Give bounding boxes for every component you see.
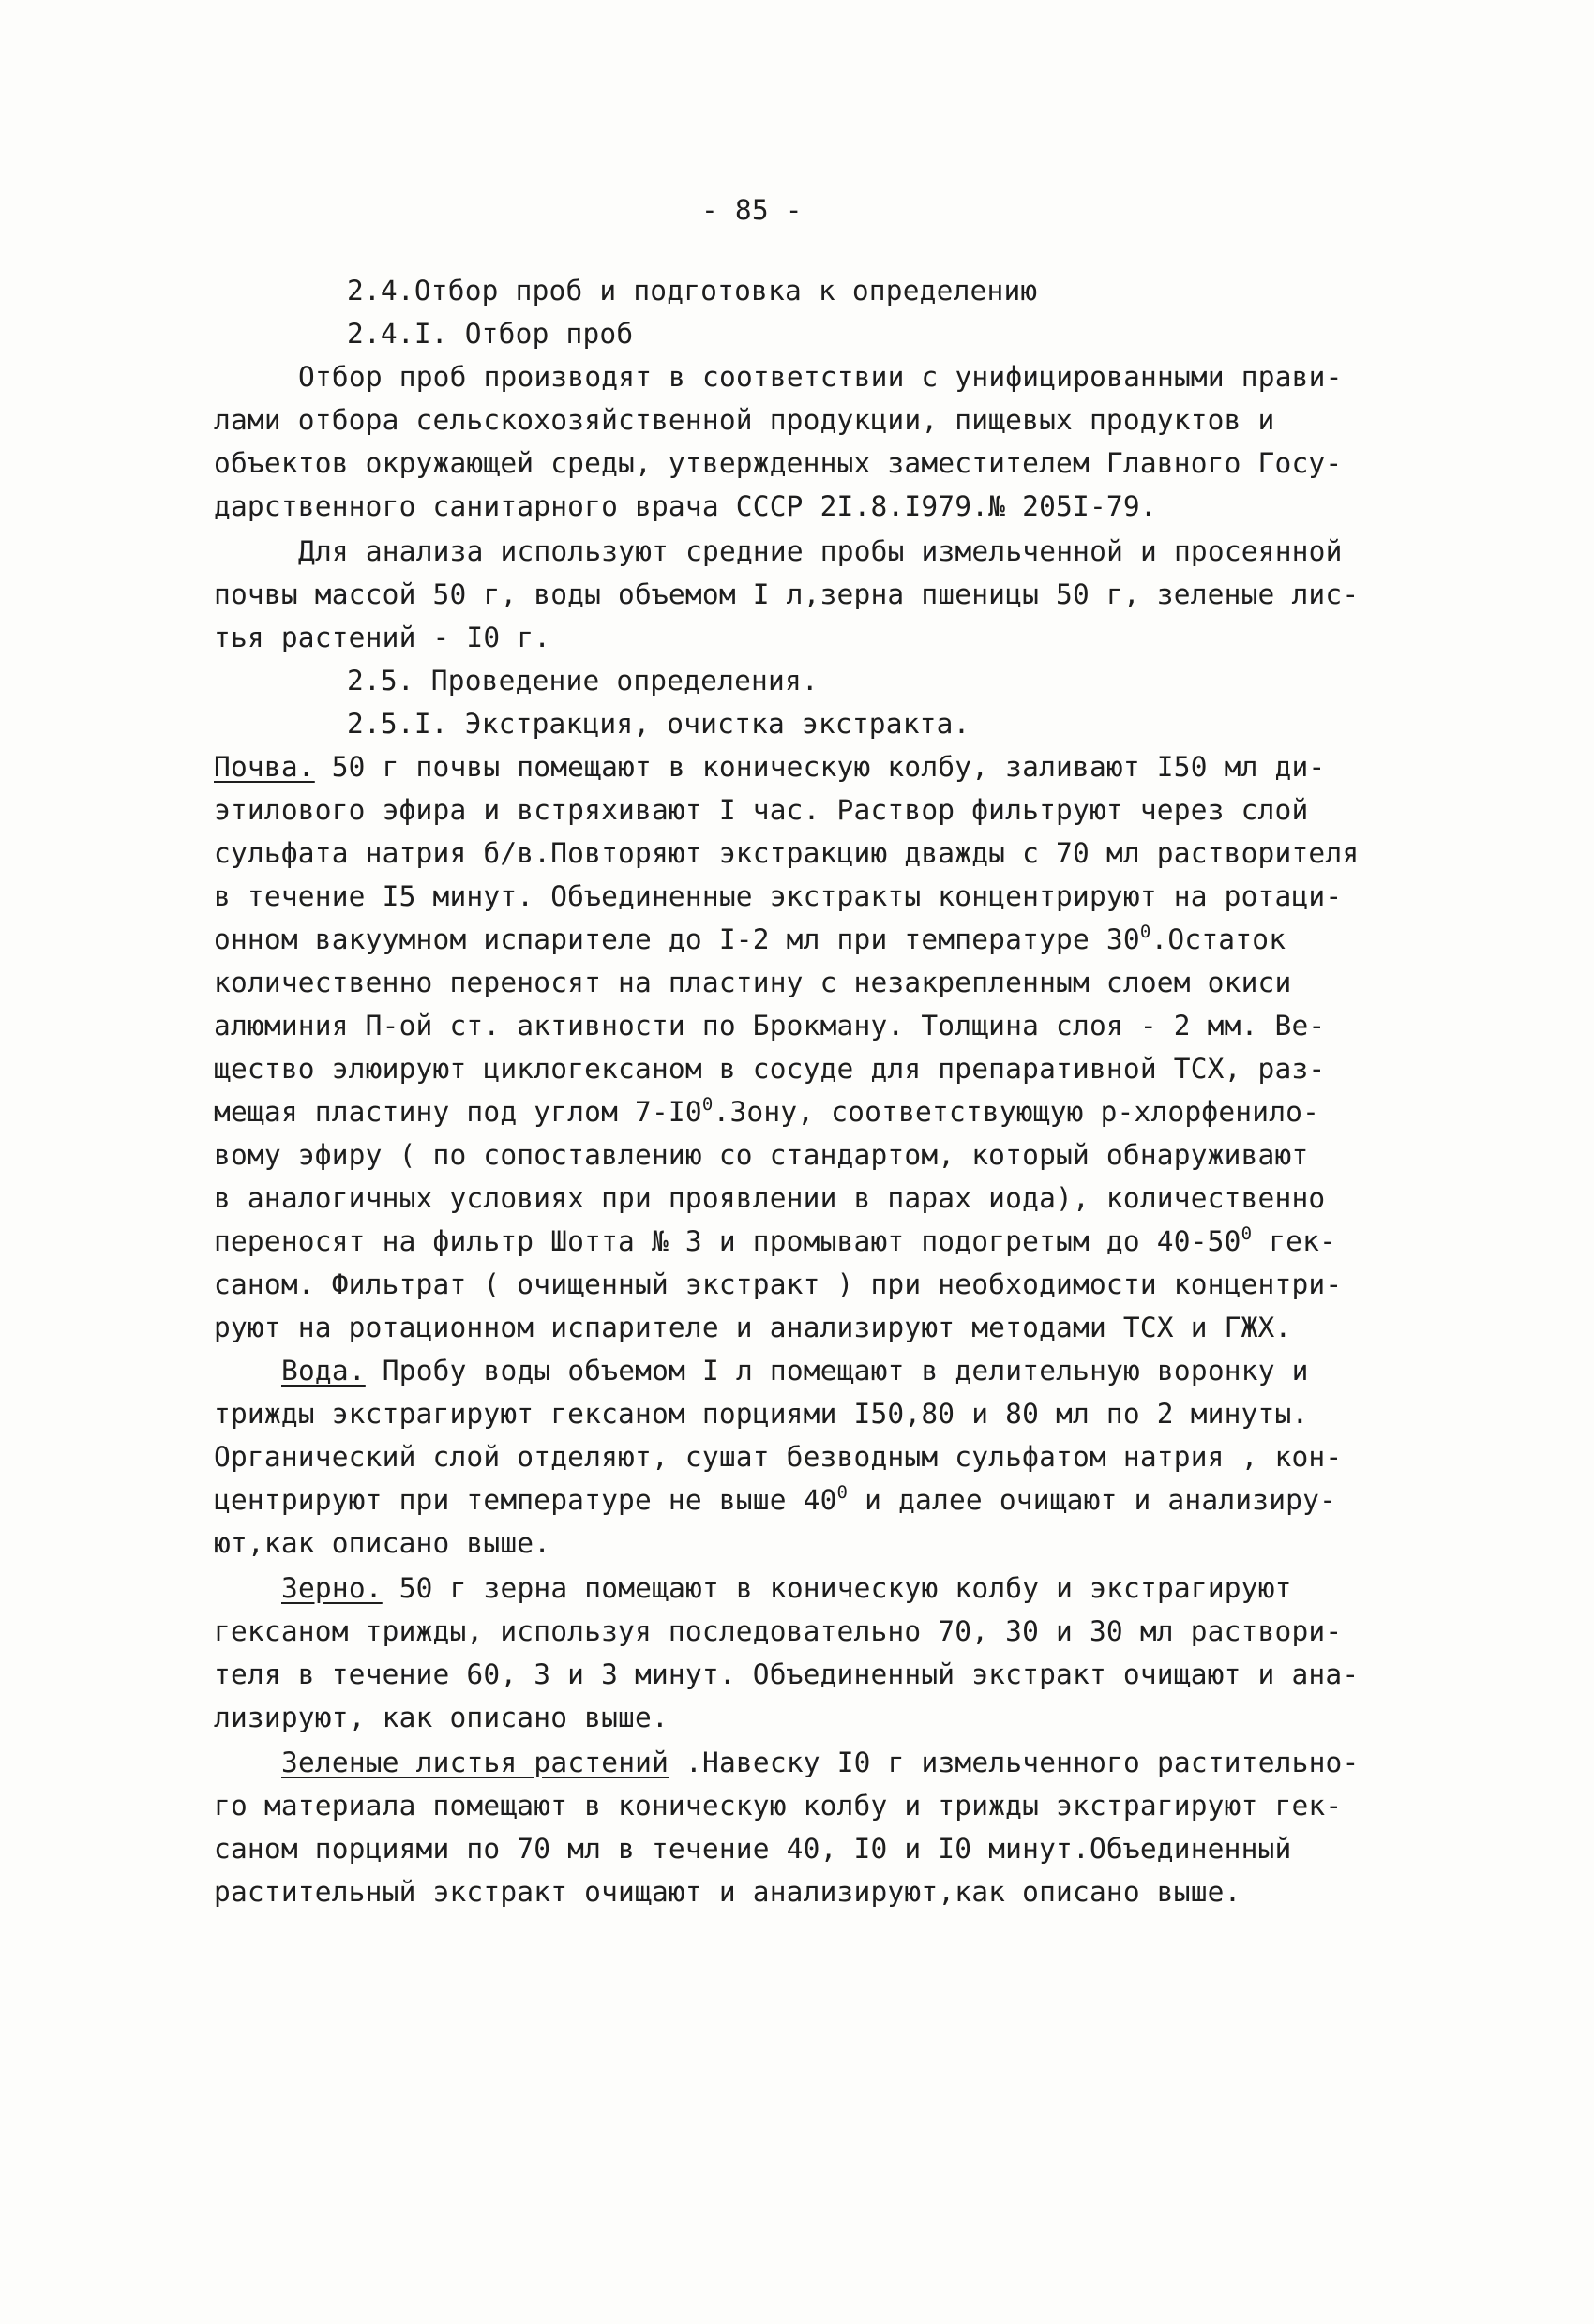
heading-2-5-1: 2.5.I. Экстракция, очистка экстракта. bbox=[347, 708, 970, 740]
leaves-line: го материала помещают в коническую колбу и трижды экстрагируют гек- bbox=[214, 1790, 1343, 1822]
soil-line: количественно переносят на пластину с незакрепленным слоем окиси bbox=[214, 967, 1292, 998]
soil-line: руют на ротационном испарителе и анализируют методами ТСХ и ГЖХ. bbox=[214, 1312, 1292, 1343]
degree-mark: 0 bbox=[836, 1482, 849, 1503]
water-text: и далее очищают и анализиру- bbox=[848, 1484, 1337, 1516]
heading-2-4: 2.4.Отбор проб и подготовка к определению bbox=[347, 275, 1038, 307]
grain-line: лизируют, как описано выше. bbox=[214, 1702, 669, 1733]
water-first-text: Пробу воды объемом I л помещают в делительную воронку и bbox=[365, 1355, 1309, 1387]
leaves-first-text: .Навеску I0 г измельченного растительно- bbox=[669, 1747, 1360, 1778]
soil-text: .Остаток bbox=[1150, 923, 1286, 955]
soil-line: вому эфиру ( по сопоставлению со стандартом, который обнаруживают bbox=[214, 1139, 1309, 1171]
analysis-line: почвы массой 50 г, воды объемом I л,зерна пшеницы 50 г, зеленые лис- bbox=[214, 578, 1360, 610]
water-line-temperature bbox=[214, 1483, 1336, 1517]
degree-mark: 0 bbox=[701, 1094, 714, 1115]
sampling-line: объектов окружающей среды, утвержденных заместителем Главного Госу- bbox=[214, 447, 1343, 479]
sampling-line: Отбор проб производят в соответствии с унифицированными прави- bbox=[298, 361, 1343, 393]
soil-line-angle bbox=[214, 1095, 1319, 1129]
water-label: Вода. bbox=[281, 1355, 366, 1387]
analysis-line: тья растений - I0 г. bbox=[214, 622, 551, 653]
soil-line: в течение I5 минут. Объединенные экстракты концентрируют на ротаци- bbox=[214, 880, 1343, 912]
sampling-line: лами отбора сельскохозяйственной продукции, пищевых продуктов и bbox=[214, 404, 1275, 436]
soil-text: гек- bbox=[1252, 1225, 1337, 1257]
page-number: - 85 - bbox=[701, 194, 803, 226]
water-line: Органический слой отделяют, сушат безводным сульфатом натрия , кон- bbox=[214, 1441, 1343, 1473]
soil-first-line bbox=[214, 750, 1325, 784]
soil-line: этилового эфира и встряхивают I час. Раствор фильтруют через слой bbox=[214, 794, 1309, 826]
soil-text: переносят на фильтр Шотта № 3 и промывают подогретым до 40-50 bbox=[214, 1225, 1241, 1257]
leaves-line: растительный экстракт очищают и анализируют,как описано выше. bbox=[214, 1876, 1241, 1908]
soil-text: онном вакуумном испарителе до I-2 мл при температуре 30 bbox=[214, 923, 1140, 955]
water-first-line bbox=[281, 1354, 1309, 1387]
leaves-label: Зеленые листья растений bbox=[281, 1747, 669, 1778]
soil-text: мещая пластину под углом 7-I0 bbox=[214, 1096, 702, 1128]
grain-label: Зерно. bbox=[281, 1572, 383, 1604]
sampling-line: дарственного санитарного врача СССР 2I.8.I979.№ 205I-79. bbox=[214, 490, 1157, 522]
grain-line: теля в течение 60, 3 и 3 минут. Объединенный экстракт очищают и ана- bbox=[214, 1658, 1360, 1690]
degree-mark: 0 bbox=[1139, 922, 1151, 942]
soil-line: сульфата натрия б/в.Повторяют экстракцию дважды с 70 мл растворителя bbox=[214, 837, 1360, 869]
water-line: трижды экстрагируют гексаном порциями I50,80 и 80 мл по 2 минуты. bbox=[214, 1398, 1309, 1430]
soil-line: саном. Фильтрат ( очищенный экстракт ) при необходимости концентри- bbox=[214, 1268, 1343, 1300]
grain-line: гексаном трижды, используя последовательно 70, 30 и 30 мл раствори- bbox=[214, 1615, 1343, 1647]
degree-mark: 0 bbox=[1241, 1223, 1253, 1244]
leaves-line: саном порциями по 70 мл в течение 40, I0 и I0 минут.Объединенный bbox=[214, 1833, 1292, 1865]
leaves-first-line bbox=[281, 1746, 1359, 1779]
soil-text: .Зону, соответствующую р-хлорфенило- bbox=[713, 1096, 1320, 1128]
soil-line: в аналогичных условиях при проявлении в парах иода), количественно bbox=[214, 1182, 1326, 1214]
analysis-line: Для анализа используют средние пробы измельченной и просеянной bbox=[298, 535, 1343, 567]
soil-first-text: 50 г почвы помещают в коническую колбу, заливают I50 мл ди- bbox=[314, 751, 1326, 783]
soil-line-temperature bbox=[214, 922, 1286, 956]
grain-first-text: 50 г зерна помещают в коническую колбу и экстрагируют bbox=[382, 1572, 1292, 1604]
water-line: ют,как описано выше. bbox=[214, 1527, 551, 1559]
heading-2-4-1: 2.4.I. Отбор проб bbox=[347, 318, 634, 350]
water-text: центрируют при температуре не выше 40 bbox=[214, 1484, 837, 1516]
grain-first-line bbox=[281, 1571, 1292, 1605]
heading-2-5: 2.5. Проведение определения. bbox=[347, 665, 819, 697]
soil-line: алюминия П-ой ст. активности по Брокману. Толщина слоя - 2 мм. Ве- bbox=[214, 1010, 1326, 1042]
soil-line: щество элюируют циклогексаном в сосуде для препаративной ТСХ, раз- bbox=[214, 1053, 1326, 1085]
soil-label: Почва. bbox=[214, 751, 315, 783]
soil-line-hexane bbox=[214, 1224, 1336, 1258]
